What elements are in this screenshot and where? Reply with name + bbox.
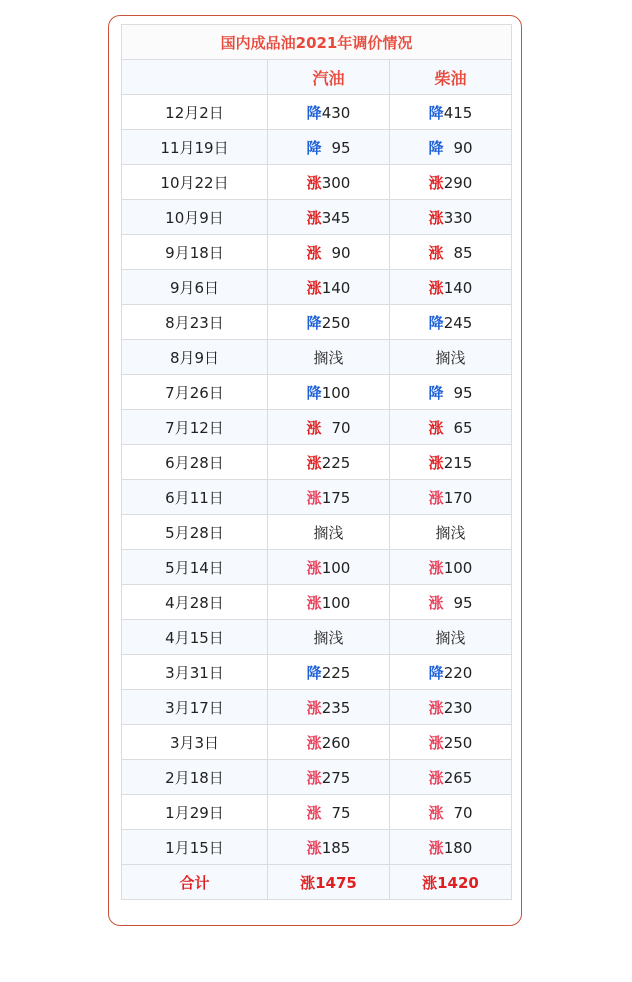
change-amount: 300 <box>321 173 351 192</box>
diesel-change <box>390 725 512 760</box>
change-amount: 225 <box>321 453 351 472</box>
row-date: 10月9日 <box>122 200 268 235</box>
gasoline-change <box>268 515 390 550</box>
diesel-change <box>390 515 512 550</box>
change-amount: 185 <box>321 838 351 857</box>
row-date: 2月18日 <box>122 760 268 795</box>
gasoline-change <box>268 655 390 690</box>
decrease-label: 降 <box>428 103 444 122</box>
diesel-change <box>390 200 512 235</box>
table-row <box>122 375 512 410</box>
gasoline-change <box>268 165 390 200</box>
row-date: 4月15日 <box>122 620 268 655</box>
table-title-row <box>122 25 512 60</box>
increase-label: 涨 <box>428 453 444 472</box>
change-amount: 245 <box>443 313 473 332</box>
increase-label: 涨 <box>306 243 322 262</box>
row-date: 1月15日 <box>122 830 268 865</box>
gasoline-change <box>268 410 390 445</box>
row-date: 10月22日 <box>122 165 268 200</box>
table-title: 国内成品油2021年调价情况 <box>122 25 512 60</box>
change-amount: 225 <box>321 663 351 682</box>
row-date: 7月26日 <box>122 375 268 410</box>
table-row <box>122 795 512 830</box>
increase-label: 涨 <box>428 768 444 787</box>
increase-label: 涨 <box>428 278 444 297</box>
total-label: 合计 <box>122 865 268 900</box>
table-row <box>122 270 512 305</box>
on-hold-label: 搁浅 <box>313 628 344 647</box>
change-amount: 430 <box>321 103 351 122</box>
row-date: 5月28日 <box>122 515 268 550</box>
on-hold-label: 搁浅 <box>313 348 344 367</box>
gasoline-change <box>268 830 390 865</box>
change-amount: 250 <box>321 313 351 332</box>
price-adjustment-table <box>121 24 512 900</box>
increase-label: 涨 <box>306 418 322 437</box>
header-date <box>122 60 268 95</box>
increase-label: 涨 <box>428 593 444 612</box>
gasoline-change <box>268 480 390 515</box>
on-hold-label: 搁浅 <box>435 628 466 647</box>
gasoline-change <box>268 550 390 585</box>
diesel-change <box>390 305 512 340</box>
gasoline-change <box>268 305 390 340</box>
change-amount: 100 <box>321 383 351 402</box>
diesel-change <box>390 340 512 375</box>
gasoline-change <box>268 200 390 235</box>
increase-label: 涨 <box>306 593 322 612</box>
change-amount: 175 <box>321 488 351 507</box>
diesel-change <box>390 410 512 445</box>
row-date: 3月31日 <box>122 655 268 690</box>
table-row <box>122 655 512 690</box>
gasoline-change <box>268 620 390 655</box>
table-row <box>122 95 512 130</box>
change-amount: 70 <box>453 803 473 822</box>
table-row <box>122 725 512 760</box>
gasoline-change <box>268 725 390 760</box>
table-header-row <box>122 60 512 95</box>
change-amount: 85 <box>453 243 473 262</box>
diesel-change <box>390 550 512 585</box>
table-row <box>122 165 512 200</box>
diesel-change <box>390 830 512 865</box>
change-amount: 90 <box>453 138 473 157</box>
gasoline-change <box>268 130 390 165</box>
row-date: 12月2日 <box>122 95 268 130</box>
increase-label: 涨 <box>306 278 322 297</box>
increase-label: 涨 <box>306 488 322 507</box>
table-row <box>122 480 512 515</box>
table-row <box>122 830 512 865</box>
gasoline-change <box>268 340 390 375</box>
on-hold-label: 搁浅 <box>435 523 466 542</box>
increase-label: 涨 <box>428 698 444 717</box>
diesel-change <box>390 375 512 410</box>
change-amount: 250 <box>443 733 473 752</box>
change-amount: 70 <box>331 418 351 437</box>
change-amount: 65 <box>453 418 473 437</box>
decrease-label: 降 <box>306 313 322 332</box>
row-date: 7月12日 <box>122 410 268 445</box>
table-row <box>122 445 512 480</box>
diesel-change <box>390 130 512 165</box>
gasoline-change <box>268 235 390 270</box>
diesel-change <box>390 690 512 725</box>
increase-label: 涨 <box>428 418 444 437</box>
table-row <box>122 550 512 585</box>
decrease-label: 降 <box>306 138 322 157</box>
change-amount: 235 <box>321 698 351 717</box>
gasoline-change <box>268 795 390 830</box>
increase-label: 涨 <box>306 558 322 577</box>
gasoline-change <box>268 585 390 620</box>
increase-label: 涨 <box>428 558 444 577</box>
change-amount: 95 <box>331 138 351 157</box>
increase-label: 涨 <box>428 803 444 822</box>
decrease-label: 降 <box>306 383 322 402</box>
change-amount: 275 <box>321 768 351 787</box>
decrease-label: 降 <box>306 663 322 682</box>
diesel-change <box>390 620 512 655</box>
change-amount: 140 <box>443 278 473 297</box>
table-row <box>122 130 512 165</box>
diesel-change <box>390 445 512 480</box>
total-gasoline: 涨1475 <box>268 865 390 900</box>
diesel-change <box>390 95 512 130</box>
change-amount: 290 <box>443 173 473 192</box>
increase-label: 涨 <box>428 208 444 227</box>
gasoline-change <box>268 760 390 795</box>
row-date: 3月3日 <box>122 725 268 760</box>
increase-label: 涨 <box>306 208 322 227</box>
gasoline-change <box>268 95 390 130</box>
decrease-label: 降 <box>306 103 322 122</box>
table-row <box>122 760 512 795</box>
diesel-change <box>390 480 512 515</box>
gasoline-change <box>268 375 390 410</box>
change-amount: 140 <box>321 278 351 297</box>
total-diesel: 涨1420 <box>390 865 512 900</box>
change-amount: 220 <box>443 663 473 682</box>
increase-label: 涨 <box>306 698 322 717</box>
increase-label: 涨 <box>306 173 322 192</box>
change-amount: 75 <box>331 803 351 822</box>
change-amount: 90 <box>331 243 351 262</box>
row-date: 5月14日 <box>122 550 268 585</box>
diesel-change <box>390 585 512 620</box>
change-amount: 230 <box>443 698 473 717</box>
gasoline-change <box>268 445 390 480</box>
table-row <box>122 515 512 550</box>
increase-label: 涨 <box>428 733 444 752</box>
table-row <box>122 305 512 340</box>
diesel-change <box>390 795 512 830</box>
increase-label: 涨 <box>306 453 322 472</box>
on-hold-label: 搁浅 <box>313 523 344 542</box>
change-amount: 170 <box>443 488 473 507</box>
table-frame <box>108 15 522 926</box>
decrease-label: 降 <box>428 663 444 682</box>
gasoline-change <box>268 270 390 305</box>
row-date: 9月18日 <box>122 235 268 270</box>
row-date: 8月9日 <box>122 340 268 375</box>
gasoline-change <box>268 690 390 725</box>
header-diesel: 柴油 <box>390 60 512 95</box>
change-amount: 260 <box>321 733 351 752</box>
decrease-label: 降 <box>428 313 444 332</box>
increase-label: 涨 <box>306 768 322 787</box>
change-amount: 95 <box>453 383 473 402</box>
change-amount: 100 <box>321 558 351 577</box>
change-amount: 265 <box>443 768 473 787</box>
increase-label: 涨 <box>428 488 444 507</box>
header-gasoline: 汽油 <box>268 60 390 95</box>
table-row <box>122 690 512 725</box>
diesel-change <box>390 165 512 200</box>
increase-label: 涨 <box>306 733 322 752</box>
row-date: 8月23日 <box>122 305 268 340</box>
row-date: 4月28日 <box>122 585 268 620</box>
increase-label: 涨 <box>306 803 322 822</box>
diesel-change <box>390 655 512 690</box>
table-row <box>122 620 512 655</box>
on-hold-label: 搁浅 <box>435 348 466 367</box>
table-row <box>122 585 512 620</box>
row-date: 1月29日 <box>122 795 268 830</box>
increase-label: 涨 <box>306 838 322 857</box>
change-amount: 180 <box>443 838 473 857</box>
table-row <box>122 410 512 445</box>
diesel-change <box>390 235 512 270</box>
decrease-label: 降 <box>428 383 444 402</box>
change-amount: 215 <box>443 453 473 472</box>
change-amount: 330 <box>443 208 473 227</box>
row-date: 9月6日 <box>122 270 268 305</box>
change-amount: 95 <box>453 593 473 612</box>
table-row <box>122 200 512 235</box>
increase-label: 涨 <box>428 173 444 192</box>
change-amount: 345 <box>321 208 351 227</box>
increase-label: 涨 <box>428 838 444 857</box>
row-date: 11月19日 <box>122 130 268 165</box>
diesel-change <box>390 270 512 305</box>
row-date: 6月28日 <box>122 445 268 480</box>
change-amount: 100 <box>321 593 351 612</box>
change-amount: 100 <box>443 558 473 577</box>
total-row <box>122 865 512 900</box>
decrease-label: 降 <box>428 138 444 157</box>
increase-label: 涨 <box>428 243 444 262</box>
row-date: 6月11日 <box>122 480 268 515</box>
diesel-change <box>390 760 512 795</box>
table-row <box>122 340 512 375</box>
change-amount: 415 <box>443 103 473 122</box>
row-date: 3月17日 <box>122 690 268 725</box>
table-row <box>122 235 512 270</box>
